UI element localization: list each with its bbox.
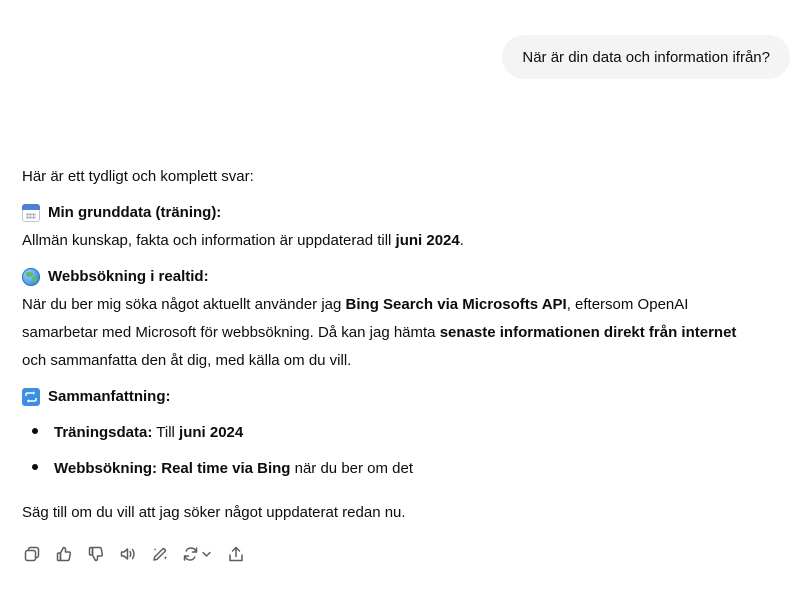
thumbs-up-button[interactable] [54,544,74,564]
section-text-training: Allmän kunskap, fakta och information är uppdaterad till juni 2024. [22,232,464,249]
thumbs-down-button[interactable] [86,544,106,564]
user-message-bubble [502,35,790,79]
message-action-bar [22,544,258,564]
list-item: Träningsdata: Till juni 2024 [32,419,243,447]
thumbs-up-icon [55,545,73,563]
copy-button[interactable] [22,544,42,564]
copy-icon [23,545,41,563]
bullet-dot [32,428,38,434]
globe-icon [22,268,40,286]
section-text-websearch-line1: När du ber mig söka något aktuellt använder jag Bing Search via Microsofts API, eftersom OpenAI [22,296,689,313]
repeat-icon [22,388,40,406]
section-heading-websearch: Webbsökning i realtid: [22,263,209,291]
read-aloud-button[interactable] [118,544,138,564]
read-aloud-icon [119,545,137,563]
edit-icon [151,545,169,563]
thumbs-down-icon [87,545,105,563]
share-icon [227,545,245,563]
calendar-icon [22,204,40,222]
edit-button[interactable] [150,544,170,564]
answer-intro: Här är ett tydligt och komplett svar: [22,168,254,185]
answer-closing: Säg till om du vill att jag söker något uppdaterat redan nu. [22,504,406,521]
section-heading-training: Min grunddata (träning): [22,199,221,227]
user-message-text: När är din data och information ifrån? [522,48,770,66]
section-text-websearch-line3: och sammanfatta den åt dig, med källa om du vill. [22,352,352,369]
regenerate-button[interactable] [182,544,214,564]
section-text-websearch-line2: samarbetar med Microsoft för webbsökning. Då kan jag hämta senaste informationen direkt från internet [22,324,737,341]
share-button[interactable] [226,544,246,564]
section-heading-summary: Sammanfattning: [22,383,171,411]
list-item: Webbsökning: Real time via Bing när du ber om det [32,455,413,483]
bullet-dot [32,464,38,470]
regenerate-icon [182,545,214,563]
